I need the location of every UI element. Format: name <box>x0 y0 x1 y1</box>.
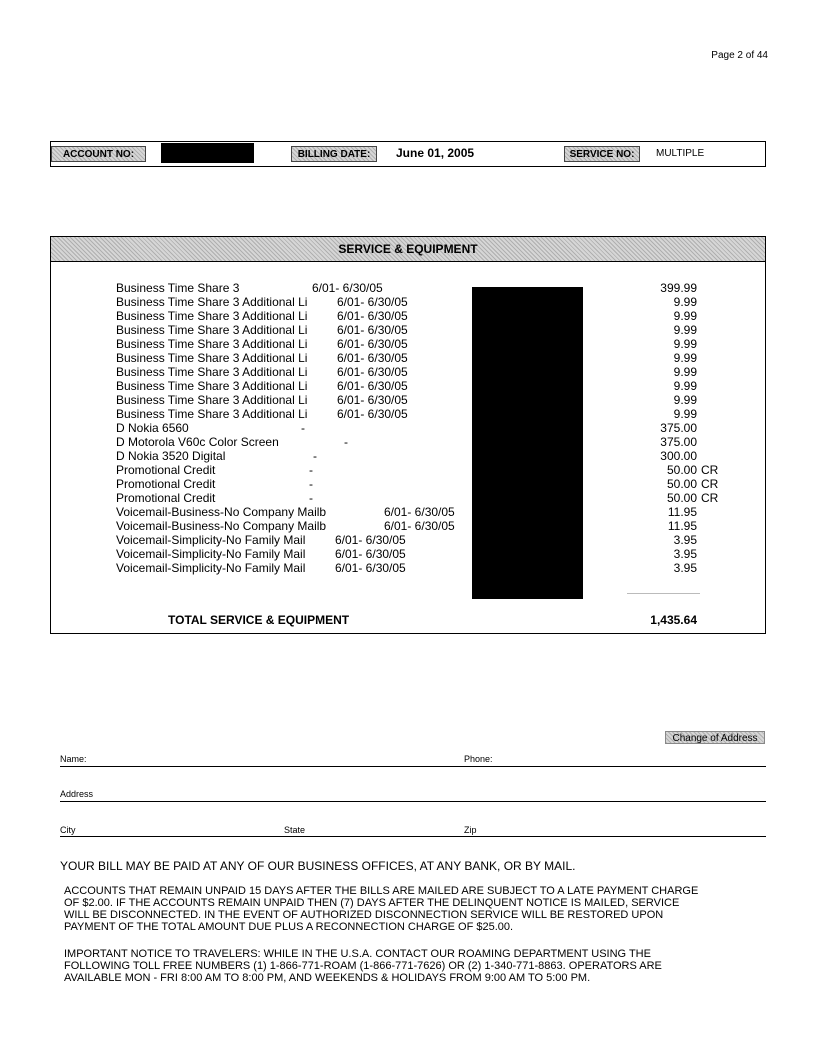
line-item-period: 6/01- 6/30/05 <box>337 407 408 421</box>
line-item-credit-flag: CR <box>701 491 719 505</box>
line-item-description: Promotional Credit <box>116 463 216 477</box>
line-item-period: 6/01- 6/30/05 <box>337 337 408 351</box>
line-item-description: Voicemail-Simplicity-No Family Mail <box>116 547 306 561</box>
service-line-item <box>51 533 765 547</box>
line-item-description: Business Time Share 3 Additional Li <box>116 295 308 309</box>
zip-label: Zip <box>464 825 477 835</box>
service-line-item <box>51 295 765 309</box>
service-line-item <box>51 547 765 561</box>
service-line-item <box>51 561 765 575</box>
service-equipment-section <box>50 236 766 634</box>
service-line-item <box>51 351 765 365</box>
line-item-description: Business Time Share 3 Additional Li <box>116 351 308 365</box>
service-line-item <box>51 323 765 337</box>
travelers-notice <box>64 948 770 984</box>
line-item-dash: - <box>344 435 348 449</box>
line-item-period: 6/01- 6/30/05 <box>337 365 408 379</box>
line-item-period: 6/01- 6/30/05 <box>384 519 455 533</box>
line-item-amount: 9.99 <box>673 337 697 351</box>
service-line-item <box>51 477 765 491</box>
line-item-description: Voicemail-Business-No Company Mailb <box>116 519 327 533</box>
line-item-amount: 11.95 <box>667 519 697 533</box>
billing-date-label: BILLING DATE: <box>291 146 377 162</box>
line-item-description: Voicemail-Simplicity-No Family Mail <box>116 561 306 575</box>
line-item-amount: 50.00 <box>666 491 697 505</box>
line-item-dash: - <box>301 421 305 435</box>
service-line-item <box>51 505 765 519</box>
line-item-amount: 9.99 <box>673 393 697 407</box>
line-item-period: 6/01- 6/30/05 <box>384 505 455 519</box>
state-label: State <box>284 825 306 835</box>
line-item-period: 6/01- 6/30/05 <box>337 379 408 393</box>
payment-note: YOUR BILL MAY BE PAID AT ANY OF OUR BUSINESS OFFICES, AT ANY BANK, OR BY MAIL. <box>60 859 576 873</box>
line-item-amount: 11.95 <box>667 505 697 519</box>
service-line-item <box>51 519 765 533</box>
service-line-item <box>51 435 765 449</box>
notice-line: PAYMENT OF THE TOTAL AMOUNT DUE PLUS A RECONNECTION CHARGE OF $25.00. <box>64 921 514 933</box>
service-no-value: MULTIPLE <box>656 148 705 159</box>
notice-line: OF $2.00. IF THE ACCOUNTS REMAIN UNPAID THEN (7) DAYS AFTER THE DELINQUENT NOTICE IS MAILED, SERVICE <box>64 897 680 909</box>
service-line-item <box>51 491 765 505</box>
service-line-item <box>51 309 765 323</box>
line-item-period: 6/01- 6/30/05 <box>337 323 408 337</box>
service-line-item <box>51 365 765 379</box>
line-item-amount: 9.99 <box>673 365 697 379</box>
line-item-amount: 9.99 <box>673 323 697 337</box>
line-item-description: Business Time Share 3 Additional Li <box>116 379 308 393</box>
line-item-description: Business Time Share 3 Additional Li <box>116 309 308 323</box>
service-line-item <box>51 463 765 477</box>
late-payment-notice <box>64 885 770 933</box>
line-item-dash: - <box>313 449 317 463</box>
change-of-address-label: Change of Address <box>665 731 765 744</box>
address-label: Address <box>60 789 94 799</box>
line-item-amount: 3.95 <box>673 561 697 575</box>
line-item-period: 6/01- 6/30/05 <box>312 281 383 295</box>
line-item-period: 6/01- 6/30/05 <box>337 309 408 323</box>
line-item-description: Business Time Share 3 Additional Li <box>116 365 308 379</box>
line-item-description: Business Time Share 3 Additional Li <box>116 393 308 407</box>
service-line-item <box>51 407 765 421</box>
line-item-period: 6/01- 6/30/05 <box>335 547 406 561</box>
line-item-description: Voicemail-Business-No Company Mailb <box>116 505 327 519</box>
page-number: Page 2 of 44 <box>711 50 768 61</box>
line-item-amount: 9.99 <box>673 309 697 323</box>
total-amount: 1,435.64 <box>650 613 697 627</box>
line-item-amount: 9.99 <box>673 295 697 309</box>
line-item-description: Business Time Share 3 Additional Li <box>116 407 308 421</box>
notice-line: ACCOUNTS THAT REMAIN UNPAID 15 DAYS AFTER THE BILLS ARE MAILED ARE SUBJECT TO A LATE PAYMENT CHARGE <box>64 885 699 897</box>
total-label: TOTAL SERVICE & EQUIPMENT <box>168 613 350 627</box>
service-line-item <box>51 337 765 351</box>
service-line-item <box>51 379 765 393</box>
line-item-period: 6/01- 6/30/05 <box>335 533 406 547</box>
line-item-amount: 9.99 <box>673 407 697 421</box>
name-phone-row <box>60 752 766 767</box>
line-item-period: 6/01- 6/30/05 <box>337 393 408 407</box>
line-item-amount: 9.99 <box>673 351 697 365</box>
line-item-period: 6/01- 6/30/05 <box>337 351 408 365</box>
line-item-credit-flag: CR <box>701 477 719 491</box>
service-equipment-title: SERVICE & EQUIPMENT <box>51 237 765 262</box>
line-item-description: D Nokia 3520 Digital <box>116 449 226 463</box>
line-item-dash: - <box>309 463 313 477</box>
line-item-period: 6/01- 6/30/05 <box>335 561 406 575</box>
line-item-amount: 3.95 <box>673 533 697 547</box>
line-item-amount: 9.99 <box>673 379 697 393</box>
line-item-description: D Motorola V60c Color Screen <box>116 435 279 449</box>
service-no-label: SERVICE NO: <box>564 146 640 162</box>
line-item-description: D Nokia 6560 <box>116 421 189 435</box>
notice-line: WILL BE DISCONNECTED. IN THE EVENT OF AUTHORIZED DISCONNECTION SERVICE WILL BE RESTORED UPON <box>64 909 664 921</box>
service-line-item <box>51 421 765 435</box>
account-info-bar <box>50 141 766 167</box>
line-item-dash: - <box>309 477 313 491</box>
line-item-description: Business Time Share 3 <box>116 281 240 295</box>
service-line-item <box>51 281 765 295</box>
phone-label: Phone: <box>464 754 493 764</box>
service-line-item <box>51 393 765 407</box>
notice-line: IMPORTANT NOTICE TO TRAVELERS: WHILE IN THE U.S.A. CONTACT OUR ROAMING DEPARTMENT USING THE <box>64 948 651 960</box>
line-item-amount: 50.00 <box>666 477 697 491</box>
notice-line: AVAILABLE MON - FRI 8:00 AM TO 8:00 PM, AND WEEKENDS & HOLIDAYS FROM 9:00 AM TO 5:00 PM. <box>64 972 591 984</box>
line-item-amount: 399.99 <box>660 281 697 295</box>
line-item-amount: 50.00 <box>666 463 697 477</box>
city-label: City <box>60 825 76 835</box>
line-item-period: 6/01- 6/30/05 <box>337 295 408 309</box>
line-item-description: Promotional Credit <box>116 491 216 505</box>
notice-line: FOLLOWING TOLL FREE NUMBERS (1) 1-866-771-ROAM (1-866-771-7626) OR (2) 1-340-771-8863. OPERATORS ARE <box>64 960 662 972</box>
billing-date-value: June 01, 2005 <box>396 146 475 160</box>
subtotal-rule <box>627 593 700 594</box>
service-line-item <box>51 449 765 463</box>
city-state-zip-row <box>60 822 766 837</box>
address-row <box>60 787 766 802</box>
account-no-redaction <box>161 143 254 163</box>
name-label: Name: <box>60 754 87 764</box>
line-item-description: Business Time Share 3 Additional Li <box>116 323 308 337</box>
line-item-description: Voicemail-Simplicity-No Family Mail <box>116 533 306 547</box>
line-item-amount: 3.95 <box>673 547 697 561</box>
line-item-amount: 375.00 <box>660 435 697 449</box>
line-item-amount: 375.00 <box>660 421 697 435</box>
line-item-credit-flag: CR <box>701 463 719 477</box>
line-item-description: Promotional Credit <box>116 477 216 491</box>
line-item-dash: - <box>309 491 313 505</box>
amount-column-redaction <box>472 287 583 599</box>
line-item-description: Business Time Share 3 Additional Li <box>116 337 308 351</box>
line-item-amount: 300.00 <box>660 449 697 463</box>
account-no-label: ACCOUNT NO: <box>51 146 146 162</box>
